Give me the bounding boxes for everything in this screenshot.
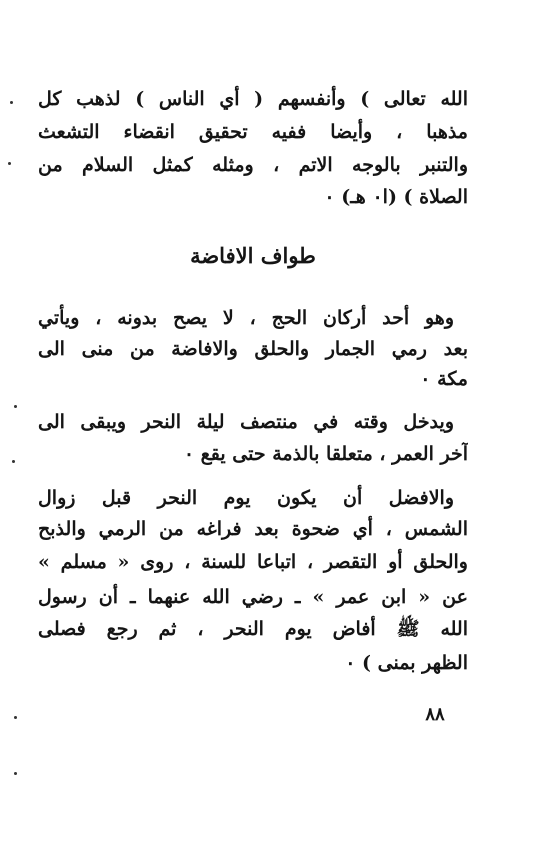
scan-speck xyxy=(8,162,11,165)
scan-speck xyxy=(14,405,17,408)
text-line: آخر العمر ، متعلقا بالذمة حتى يقع ٠ xyxy=(183,443,468,465)
text-line: الله ﷺ أفاض يوم النحر ، ثم رجع فصلى xyxy=(38,618,468,640)
text-line: الله تعالى ) وأنفسهم ( أي الناس ) لذهب كل xyxy=(38,88,468,110)
text-line: وهو أحد أركان الحج ، لا يصح بدونه ، ويأتي xyxy=(38,307,454,329)
scan-speck xyxy=(12,460,15,463)
page-number: ٨٨ xyxy=(425,704,445,725)
scan-speck xyxy=(10,101,13,104)
text-line: الصلاة ) (ا٠ هـ) ٠ xyxy=(324,186,468,208)
text-line: ويدخل وقته في منتصف ليلة النحر ويبقى الى xyxy=(38,411,454,433)
section-heading: طواف الافاضة xyxy=(190,243,316,268)
text-line: مذهبا ، وأيضا ففيه تحقيق انقضاء التشعث xyxy=(38,121,468,143)
text-line: والافضل أن يكون يوم النحر قبل زوال xyxy=(38,487,454,509)
text-line: والتنبر بالوجه الاتم ، ومثله كمثل السلام من xyxy=(38,154,468,176)
text-line: والحلق أو التقصر ، اتباعا للسنة ، روى « مسلم » xyxy=(38,551,468,573)
text-line: مكة ٠ xyxy=(420,368,468,390)
text-line: الظهر بمنى ) ٠ xyxy=(345,652,468,674)
scan-speck xyxy=(14,716,17,719)
text-line: الشمس ، أي ضحوة بعد فراغه من الرمي والذبح xyxy=(38,518,468,540)
text-line: بعد رمي الجمار والحلق والافاضة من منى الى xyxy=(38,338,468,360)
scan-speck xyxy=(14,772,17,775)
text-line: عن « ابن عمر » ـ رضي الله عنهما ـ أن رسول xyxy=(38,586,468,608)
